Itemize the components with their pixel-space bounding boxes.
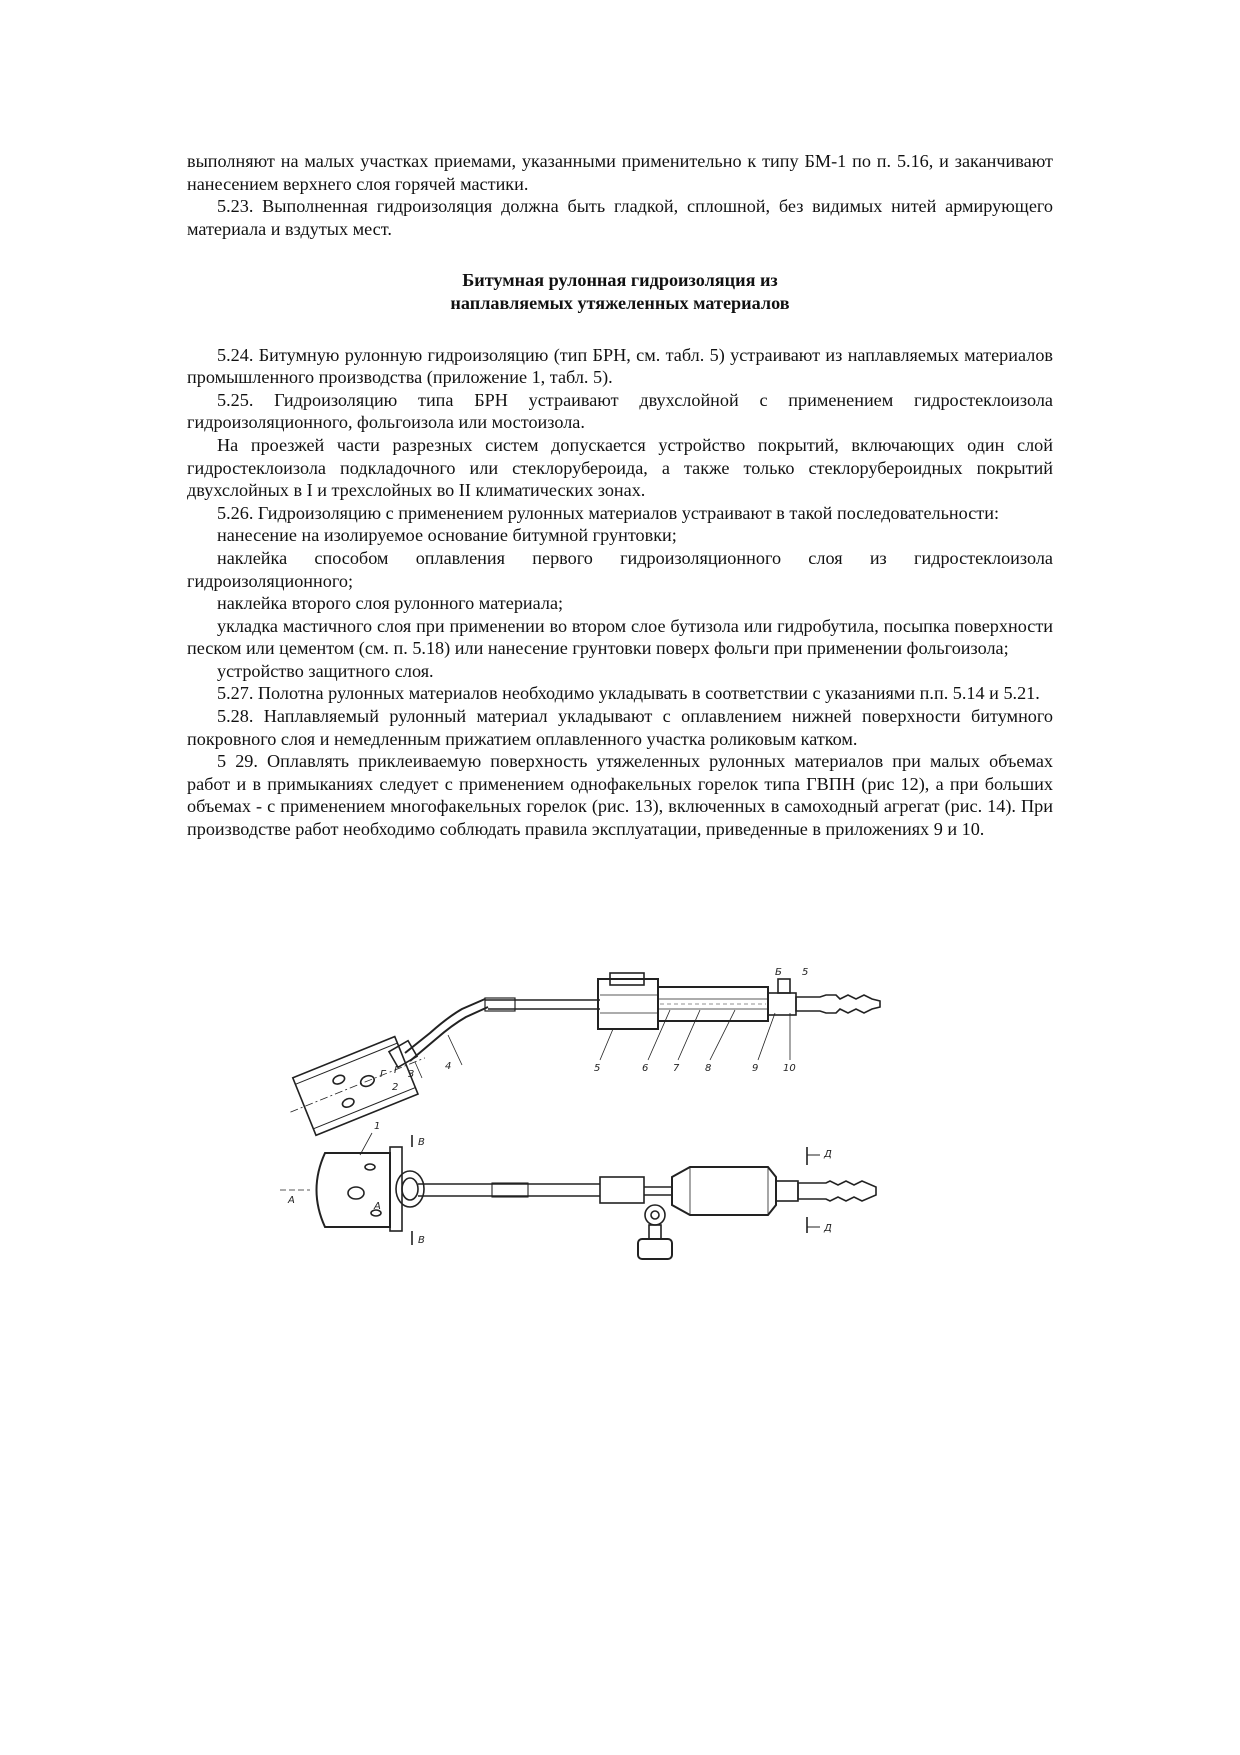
list-item: наклейка второго слоя рулонного материала; [217,593,564,614]
label-10: 10 [783,1063,796,1074]
label-8: 8 [705,1063,712,1074]
burner-valve-body [598,979,658,1029]
label-a-mid: А [374,1201,381,1212]
list-item: устройство защитного слоя. [217,660,434,681]
paragraph: 5.25. Гидроизоляцию типа БРН устраивают двухслойной с применением гидростеклоизола гидроизоляционного, фольгоизола или мостоизола. [187,389,1053,433]
burner-drawing-svg [280,965,970,1295]
label-b-top: Б [775,967,782,978]
label-v-top: В [418,1137,425,1148]
burner-curved-tube [405,999,485,1053]
label-7: 7 [673,1063,680,1074]
list-item: укладка мастичного слоя при применении во втором слое бутизола или гидробутила, посыпка поверхности песком или цементом (см. п. 5.18) или нанесение грунтовки поверх фольги при применении фольгоизола; [187,615,1053,659]
label-v-bot: В [418,1235,425,1246]
label-d-bot: Д [824,1223,832,1234]
list-item: нанесение на изолируемое основание битумной грунтовки; [217,525,677,546]
section-heading-line: наплавляемых утяжеленных материалов [450,292,790,313]
section-heading-line: Битумная рулонная гидроизоляция из [462,270,778,291]
paragraph: 5.27. Полотна рулонных материалов необходимо укладывать в соответствии с указаниями п.п. 5.14 и 5.21. [217,683,1040,704]
paragraph: 5.24. Битумную рулонную гидроизоляцию (тип БРН, см. табл. 5) устраивают из наплавляемых материалов промышленного производства (приложение 1, табл. 5). [187,344,1053,388]
label-6: 6 [642,1063,649,1074]
label-5: 5 [594,1063,601,1074]
burner-technical-drawing [280,965,970,1295]
label-d-top: Д [824,1149,832,1160]
label-a-left: А [288,1195,295,1206]
paragraph: 5 29. Оплавлять приклеиваемую поверхность утяжеленных рулонных материалов при малых объемах работ и в примыканиях следует с применением однофакельных горелок типа ГВПН (рис 12), а при больших объемах - с применением многофакельных горелок (рис. 13), включенных в самоходный агрегат (рис. 14). При производстве работ необходимо соблюдать правила эксплуатации, приведенные в приложениях 9 и 10. [187,751,1053,840]
paragraph: 5.26. Гидроизоляцию с применением рулонных материалов устраивают в такой последовательности: [217,502,999,523]
paragraph: выполняют на малых участках приемами, указанными применительно к типу БМ-1 по п. 5.16, и заканчивают нанесением верхнего слоя горячей мастики. [187,151,1053,194]
paragraph: 5.28. Наплавляемый рулонный материал укладывают с оплавлением нижней поверхности битумного покровного слоя и немедленным прижатием оплавленного участка роликовым катком. [187,706,1053,749]
document-page [187,150,1053,841]
label-b5: 5 [802,967,809,978]
paragraph: 5.23. Выполненная гидроизоляция должна быть гладкой, сплошной, без видимых нитей армирующего материала и вздутых мест. [187,196,1053,239]
label-4: 4 [445,1061,452,1072]
list-item: наклейка способом оплавления первого гидроизоляционного слоя из гидростеклоизола гидроизоляционного; [187,547,1053,591]
label-1: 1 [374,1121,381,1132]
label-9: 9 [752,1063,759,1074]
paragraph: На проезжей части разрезных систем допускается устройство покрытий, включающих один слой гидростеклоизола подкладочного или стеклорубероида, а также только стеклорубероидных покрытий двухслойных в I и трехслойных во II климатических зонах. [187,434,1053,501]
label-2: 2 [392,1082,399,1093]
label-g1: Г [394,1065,400,1076]
label-3: 3 [408,1069,415,1080]
section-heading [187,269,1053,314]
burner-side-view [317,1147,877,1259]
label-g2: Г [380,1069,386,1080]
